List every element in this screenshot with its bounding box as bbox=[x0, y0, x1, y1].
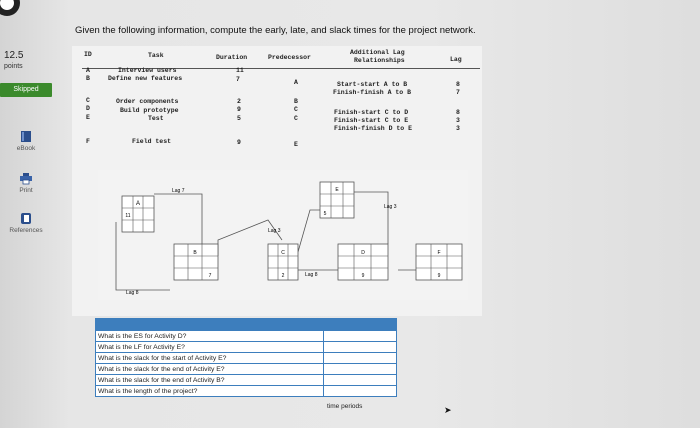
answer-input-project-length[interactable] bbox=[324, 387, 396, 396]
mouse-cursor-icon: ➤ bbox=[444, 405, 452, 415]
question-text: What is the length of the project? bbox=[96, 386, 324, 397]
node-e-id: E bbox=[335, 187, 339, 193]
node-b bbox=[174, 244, 218, 280]
row-b-duration: 7 bbox=[236, 76, 240, 83]
question-text: What is the slack for the start of Activity E? bbox=[96, 353, 324, 364]
node-c-duration: 2 bbox=[281, 273, 285, 279]
question-text: Given the following information, compute the early, late, and slack times for the project network. bbox=[75, 25, 476, 36]
print-button[interactable] bbox=[0, 172, 52, 194]
question-row bbox=[96, 375, 397, 386]
row-c-id: C bbox=[86, 97, 90, 104]
question-text: What is the LF for Activity E? bbox=[96, 342, 324, 353]
row-d-relationship: Finish-start C to D bbox=[334, 109, 409, 116]
node-d bbox=[338, 244, 388, 280]
brand-logo bbox=[0, 0, 20, 16]
question-row bbox=[96, 353, 397, 364]
lag-a-b-ss: Lag 8 bbox=[126, 290, 139, 296]
answer-input-slack-end-e[interactable] bbox=[324, 365, 396, 374]
points-label: points bbox=[4, 63, 23, 70]
col-header-id: ID bbox=[84, 51, 92, 58]
col-header-relationship-line2: Relationships bbox=[354, 57, 405, 64]
col-header-lag: Lag bbox=[450, 56, 462, 63]
col-header-duration: Duration bbox=[216, 54, 248, 61]
row-f-id: F bbox=[86, 138, 90, 145]
row-d-lag: 8 bbox=[456, 109, 460, 116]
printer-icon bbox=[19, 172, 33, 185]
references-label: References bbox=[9, 227, 43, 234]
row-e-duration: 5 bbox=[237, 115, 241, 122]
node-f-id: F bbox=[437, 250, 441, 256]
node-b-id: B bbox=[193, 250, 197, 256]
row-f-predecessor: E bbox=[294, 141, 298, 148]
row-b-predecessor: A bbox=[294, 79, 298, 86]
node-f bbox=[416, 244, 462, 280]
node-c-id: C bbox=[281, 250, 285, 256]
row-b-lag: 8 bbox=[456, 81, 460, 88]
row-a-id: A bbox=[86, 67, 90, 74]
references-button[interactable] bbox=[0, 212, 52, 234]
question-text: What is the slack for the end of Activity B? bbox=[96, 375, 324, 386]
question-text: What is the ES for Activity D? bbox=[96, 331, 324, 342]
answer-input-slack-end-b[interactable] bbox=[324, 376, 396, 385]
row-e2-relationship: Finish-finish D to E bbox=[334, 125, 413, 132]
row-d-predecessor: C bbox=[294, 106, 298, 113]
lag-c-e: Lag 3 bbox=[268, 228, 281, 234]
row-e-predecessor: C bbox=[294, 115, 298, 122]
questions-table-header bbox=[96, 319, 397, 331]
row-a-duration: 11 bbox=[236, 67, 244, 74]
node-e bbox=[320, 182, 354, 218]
ebook-button[interactable] bbox=[0, 130, 52, 152]
node-c bbox=[268, 244, 298, 280]
row-e-relationship: Finish-start C to E bbox=[334, 117, 409, 124]
row-e-id: E bbox=[86, 114, 90, 121]
answer-input-lf-e[interactable] bbox=[324, 343, 396, 352]
node-a-duration: 11 bbox=[125, 213, 131, 219]
row-b-id: B bbox=[86, 75, 90, 82]
question-text: What is the slack for the end of Activity E? bbox=[96, 364, 324, 375]
row-e-lag: 3 bbox=[456, 117, 460, 124]
row-c-predecessor: B bbox=[294, 98, 298, 105]
node-a bbox=[122, 196, 154, 232]
lag-d-e: Lag 3 bbox=[384, 204, 397, 210]
question-row bbox=[96, 386, 397, 397]
ebook-label: eBook bbox=[16, 145, 36, 152]
lag-c-d: Lag 8 bbox=[305, 272, 318, 278]
row-e-task: Test bbox=[148, 115, 164, 122]
lag-a-b-ff: Lag 7 bbox=[172, 188, 185, 194]
row-d-id: D bbox=[86, 105, 90, 112]
row-c-task: Order components bbox=[116, 98, 179, 105]
node-b-duration: 7 bbox=[208, 273, 212, 279]
row-d-duration: 9 bbox=[237, 106, 241, 113]
node-f-duration: 9 bbox=[437, 273, 441, 279]
print-label: Print bbox=[19, 187, 33, 194]
node-d-id: D bbox=[361, 250, 365, 256]
questions-table bbox=[95, 318, 397, 397]
node-d-duration: 9 bbox=[361, 273, 365, 279]
row-f-task: Field test bbox=[132, 138, 172, 145]
row-b-relationship: Start-start A to B bbox=[337, 81, 408, 88]
row-d-task: Build prototype bbox=[120, 107, 179, 114]
node-a-id: A bbox=[135, 201, 141, 207]
row-e2-lag: 3 bbox=[456, 125, 460, 132]
question-row bbox=[96, 331, 397, 342]
answer-input-es-d[interactable] bbox=[324, 332, 396, 341]
col-header-predecessor: Predecessor bbox=[268, 54, 311, 61]
points-value: 12.5 bbox=[4, 50, 24, 61]
question-row bbox=[96, 342, 397, 353]
row-b2-relationship: Finish-finish A to B bbox=[333, 89, 412, 96]
row-b2-lag: 7 bbox=[456, 89, 460, 96]
node-e-duration: 5 bbox=[323, 211, 327, 217]
col-header-relationship-line1: Additional Lag bbox=[350, 49, 405, 56]
row-a-task: Interview users bbox=[118, 67, 177, 74]
network-diagram bbox=[98, 160, 468, 300]
units-label: time periods bbox=[327, 403, 363, 410]
answer-input-slack-start-e[interactable] bbox=[324, 354, 396, 363]
row-b-task: Define new features bbox=[108, 75, 183, 82]
row-c-duration: 2 bbox=[237, 98, 241, 105]
skipped-badge: Skipped bbox=[0, 83, 52, 97]
question-row bbox=[96, 364, 397, 375]
row-f-duration: 9 bbox=[237, 139, 241, 146]
book-icon bbox=[19, 130, 33, 143]
references-icon bbox=[19, 212, 33, 225]
col-header-task: Task bbox=[148, 52, 164, 59]
